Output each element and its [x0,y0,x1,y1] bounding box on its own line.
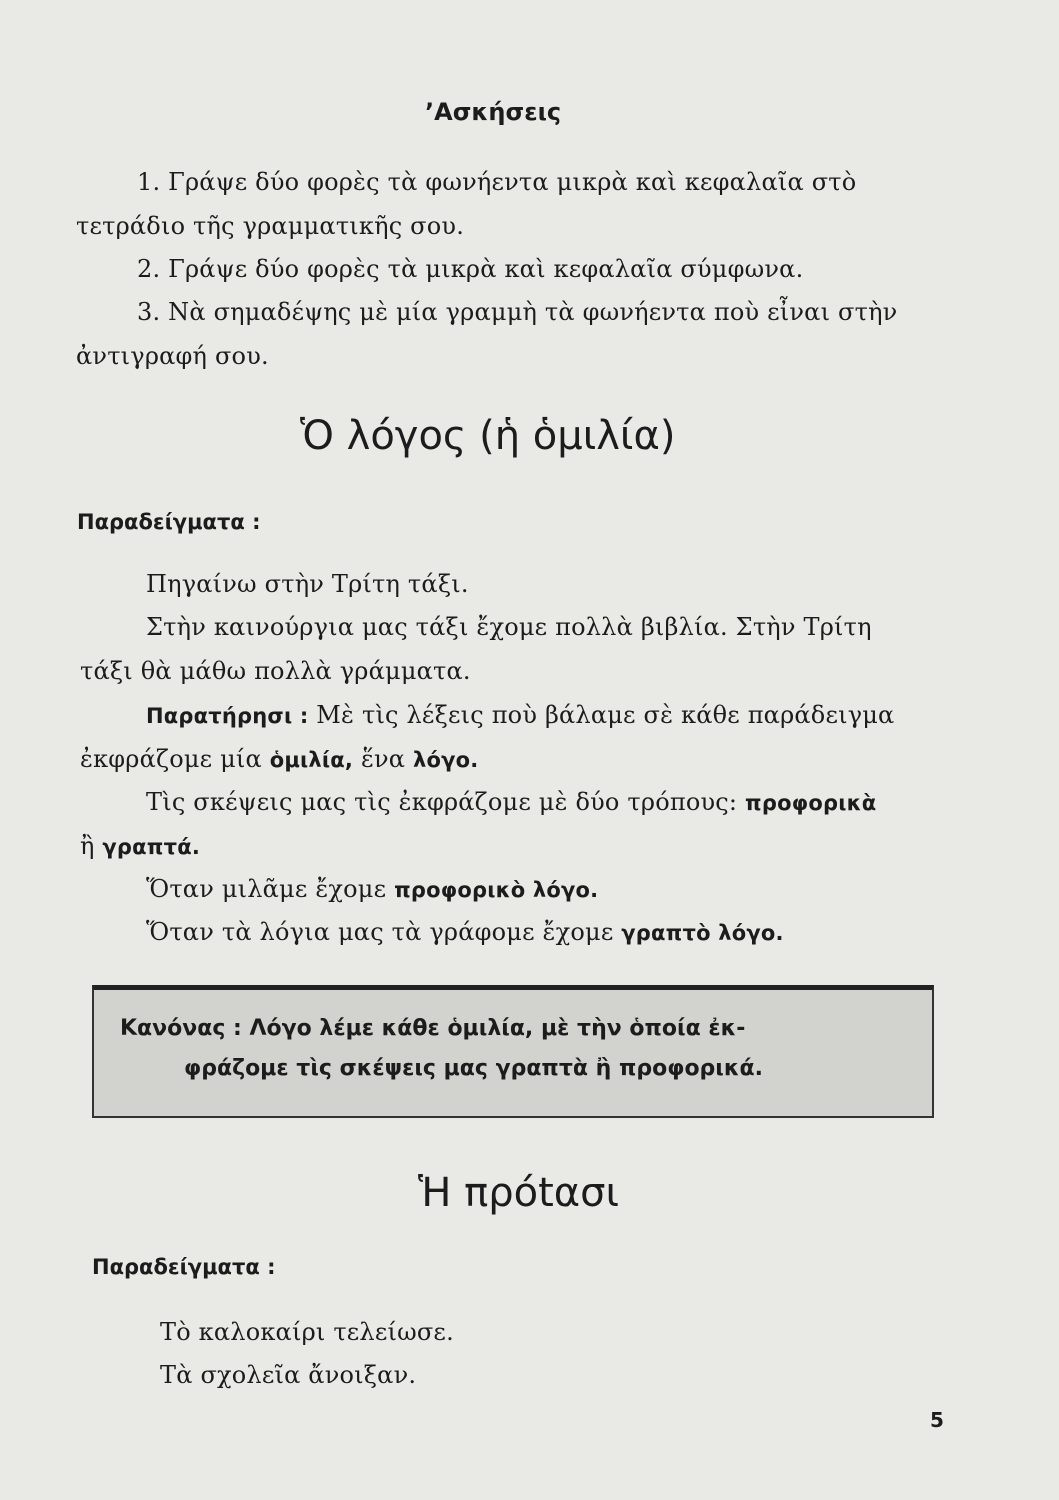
observation-line-2 [80,745,478,773]
section-title-protasi: Ἡ πρόtασι [418,1170,620,1216]
term-proforiko-logo: προφορικὸ λόγο. [394,878,599,902]
exercise-2: 2. Γράψε δύο φορὲς τὰ μικρὰ καὶ κεφαλαῖα σύμφωνα. [137,255,804,283]
rule-box [92,985,934,1118]
exercise-3-line-1: 3. Νὰ σημαδέψης μὲ μία γραμμὴ τὰ φωνήεντα ποὺ εἶναι στὴν [137,298,898,326]
paragraph-ways-or: ἢ [80,832,103,860]
rule-line-1: Κανόνας : Λόγο λέμε κάθε ὁμιλία, μὲ τὴν ὁποία ἐκ- [120,1016,746,1041]
section-title-logos: Ὁ λόγος (ἡ ὁμιλία) [300,413,676,459]
paragraph-ways-line-1 [146,788,876,816]
exercise-3-line-2: ἀντιγραφή σου. [76,342,269,370]
paragraph-ways-text: Τὶς σκέψεις μας τὶς ἐκφράζομε μὲ δύο τρόπους: [146,788,746,816]
term-grapto-logo: γραπτὸ λόγο. [621,921,784,945]
sentence-example-2: Τὰ σχολεῖα ἄνοιξαν. [160,1361,417,1389]
sentence-example-1: Τὸ καλοκαίρι τελείωσε. [160,1318,454,1346]
paragraph-oral [146,875,598,903]
observation-label: Παρατήρησι : [146,704,309,728]
paragraph-oral-text: Ὅταν μιλᾶμε ἔχομε [146,875,395,903]
examples-label-2: Παραδείγματα : [92,1255,276,1279]
term-omilia: ὁμιλία, [269,748,354,772]
exercise-1-line-1: 1. Γράψε δύο φορὲς τὰ φωνήεντα μικρὰ καὶ κεφαλαῖα στὸ [137,168,857,196]
observation-line-1 [146,701,894,729]
paragraph-written-text: Ὅταν τὰ λόγια μας τὰ γράφομε ἔχομε [146,918,622,946]
term-proforika: προφορικὰ [745,791,877,815]
exercise-1-line-2: τετράδιο τῆς γραμματικῆς σου. [76,212,465,240]
observation-text: Μὲ τὶς λέξεις ποὺ βάλαμε σὲ κάθε παράδειγμα [308,701,895,729]
observation-line-2-a: ἐκφράζομε μία [80,745,270,773]
paragraph-written [146,918,784,946]
observation-line-2-c: ἕνα [353,745,414,773]
example-2-line-2: τάξι θὰ μάθω πολλὰ γράμματα. [80,657,471,685]
term-grapta: γραπτά. [102,835,201,859]
examples-label-1: Παραδείγματα : [77,510,261,534]
exercises-heading: ’Ασκήσεις [425,98,562,126]
paragraph-ways-line-2 [80,832,200,860]
example-1: Πηγαίνω στὴν Τρίτη τάξι. [146,570,469,598]
term-logo: λόγο. [413,748,479,772]
example-2-line-1: Στὴν καινούργια μας τάξι ἔχομε πολλὰ βιβλία. Στὴν Τρίτη [146,613,872,641]
page-number: 5 [930,1408,944,1432]
rule-line-2: φράζομε τὶς σκέψεις μας γραπτὰ ἢ προφορικά. [184,1056,763,1081]
